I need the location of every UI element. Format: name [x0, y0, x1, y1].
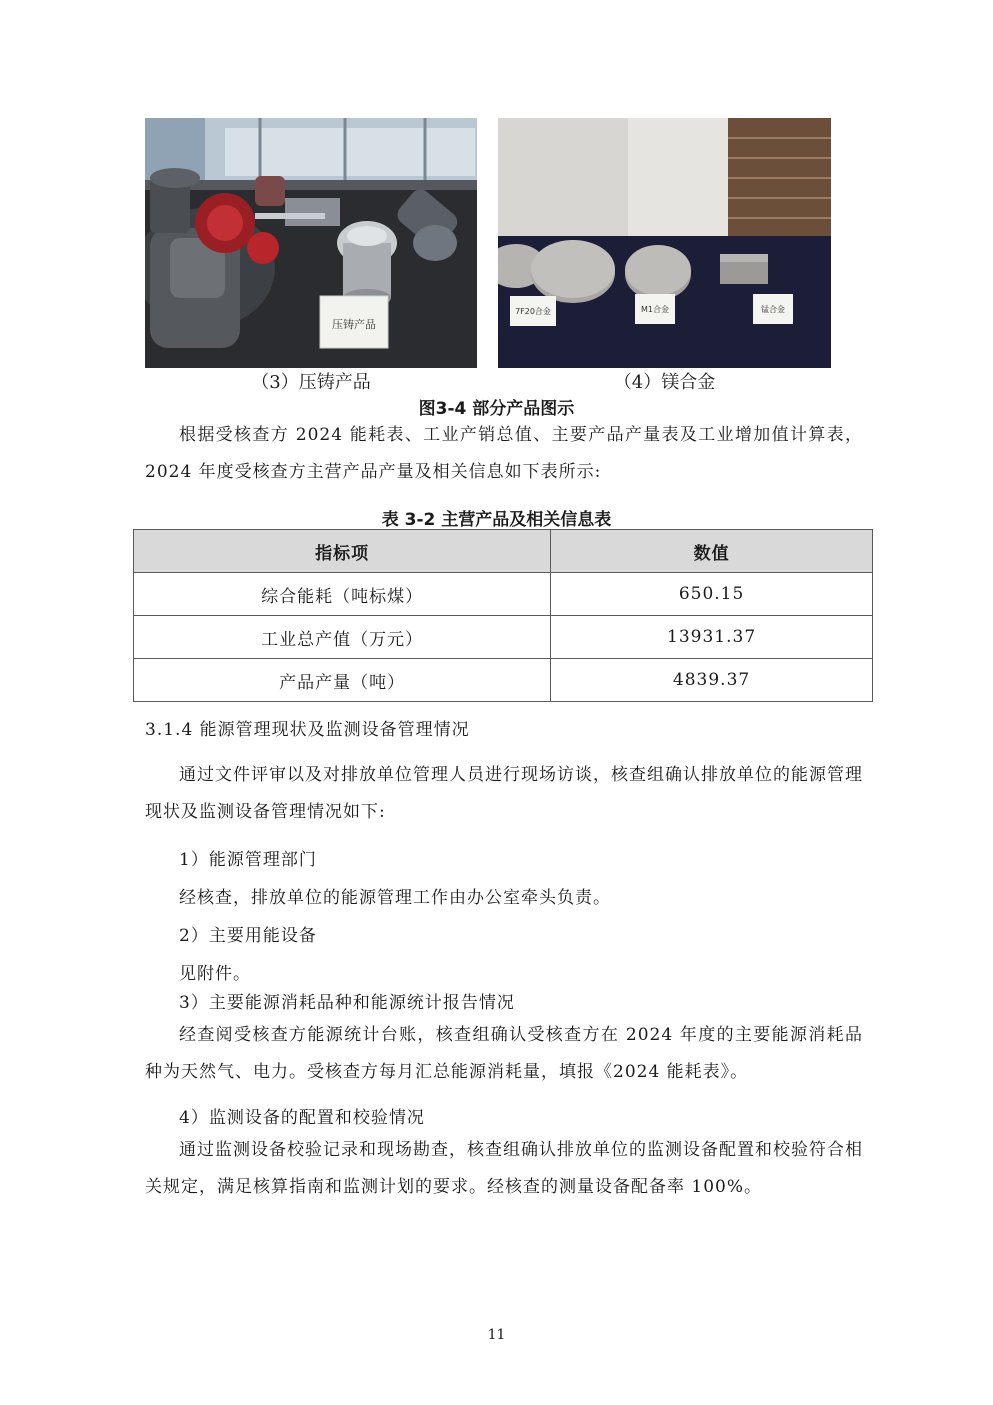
caption-magnesium-alloy: （4）镁合金 [613, 372, 716, 393]
die-cast-products-photo [145, 118, 477, 368]
section-intro: 通过文件评审以及对排放单位管理人员进行现场访谈，核查组确认排放单位的能源管理现状及监测设备管理情况如下: [145, 765, 863, 822]
die-cast-label-card: 压铸产品 [332, 318, 376, 331]
item-heading: 2）主要用能设备 [179, 926, 317, 946]
item-heading: 3）主要能源消耗品种和能源统计报告情况 [179, 993, 515, 1013]
table-row [134, 659, 873, 702]
sample-label-7f20: 7F20合金 [515, 307, 551, 316]
item-body: 经查阅受核查方能源统计台账，核查组确认受核查方在 2024 年度的主要能源消耗品种为天然气、电力。受核查方每月汇总能源消耗量，填报《2024 能耗表》。 [145, 1025, 863, 1082]
item-heading: 1）能源管理部门 [179, 850, 317, 870]
magnesium-alloy-photo [498, 118, 831, 368]
cell-value: 650.15 [551, 573, 873, 616]
intro-paragraph: 根据受核查方 2024 能耗表、工业产销总值、主要产品产量表及工业增加值计算表，2024 年度受核查方主营产品产量及相关信息如下表所示: [145, 425, 863, 482]
figure-title: 图3-4 部分产品图示 [418, 399, 575, 419]
page-number: 11 [487, 1327, 506, 1343]
section-heading: 3.1.4 能源管理现状及监测设备管理情况 [145, 720, 470, 740]
cell-value: 13931.37 [551, 616, 873, 659]
item-body: 见附件。 [179, 964, 251, 984]
item-heading: 4）监测设备的配置和校验情况 [179, 1108, 425, 1128]
item-body: 通过监测设备校验记录和现场勘查，核查组确认排放单位的监测设备配置和校验符合相关规定，满足核算指南和监测计划的要求。经核查的测量设备配备率 100%。 [145, 1140, 863, 1197]
caption-die-cast: （3）压铸产品 [251, 372, 371, 393]
header-item: 指标项 [134, 530, 551, 573]
table-row [134, 573, 873, 616]
cell-value: 4839.37 [551, 659, 873, 702]
table-header-row [134, 530, 873, 573]
cell-item: 产品产量（吨） [134, 659, 551, 702]
cell-item: 工业总产值（万元） [134, 616, 551, 659]
item-body: 经核查，排放单位的能源管理工作由办公室牵头负责。 [179, 888, 611, 908]
sample-label-manganese: 锰合金 [761, 305, 785, 314]
table-row [134, 616, 873, 659]
table-title: 表 3-2 主营产品及相关信息表 [381, 510, 612, 530]
product-info-table [133, 529, 873, 702]
sample-label-m1: M1合金 [641, 305, 669, 314]
header-value: 数值 [551, 530, 873, 573]
cell-item: 综合能耗（吨标煤） [134, 573, 551, 616]
